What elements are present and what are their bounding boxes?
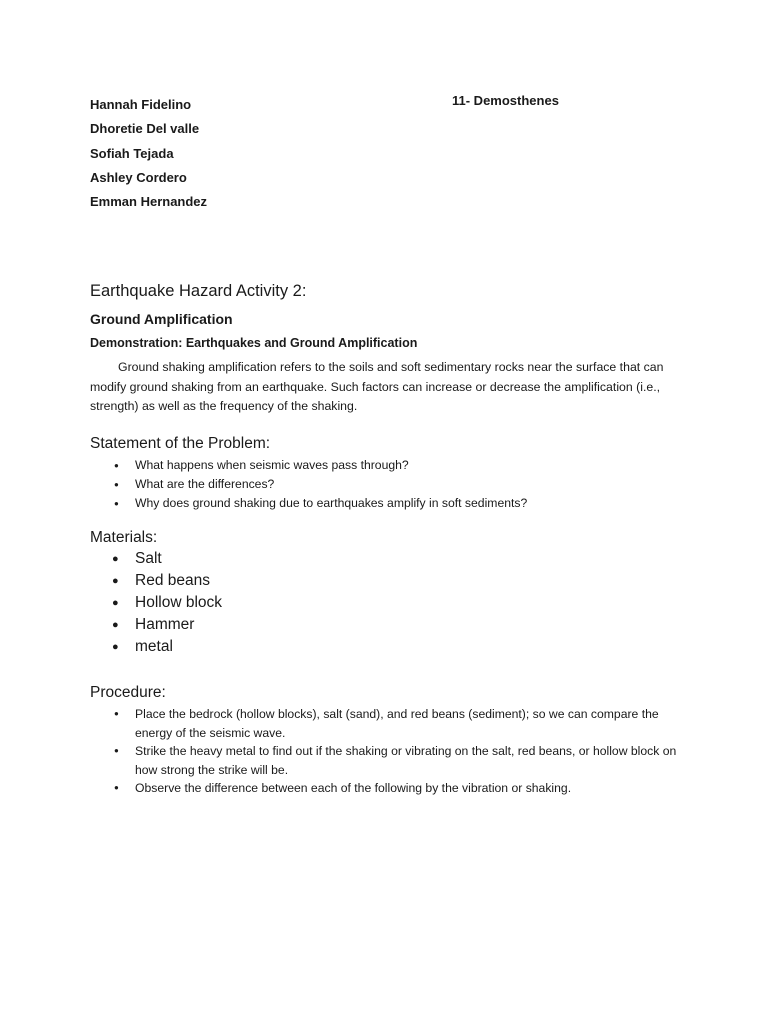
procedure-list	[90, 705, 690, 798]
list-item: ● Salt	[90, 548, 222, 570]
problem-heading: Statement of the Problem:	[90, 435, 271, 452]
activity-title: Earthquake Hazard Activity 2:	[90, 282, 307, 300]
group-member-names	[90, 93, 207, 214]
procedure-heading: Procedure:	[90, 684, 166, 701]
list-item: ● Observe the difference between each of the following by the vibration or shaking.	[90, 779, 690, 798]
member-name: Sofiah Tejada	[90, 145, 174, 161]
class-section: 11- Demosthenes	[452, 93, 559, 108]
list-item: ● Strike the heavy metal to find out if the shaking or vibrating on the salt, red beans, or hollow block on how strong the strike will be.	[90, 742, 690, 779]
demonstration-heading: Demonstration: Earthquakes and Ground Amplification	[90, 336, 418, 350]
member-name: Ashley Cordero	[90, 169, 187, 185]
intro-paragraph	[90, 358, 690, 417]
list-item: ● Red beans	[90, 570, 222, 592]
list-item: ● What happens when seismic waves pass through?	[90, 456, 527, 475]
intro-text: Ground shaking amplification refers to the soils and soft sedimentary rocks near the surface that can modify ground shaking from an earthquake. Such factors can increase or decrease the amplification (i.e., strength) as well as the frequency of the shaking.	[90, 360, 664, 413]
list-item: ● Hammer	[90, 614, 222, 636]
materials-list	[90, 548, 222, 658]
list-item: ● metal	[90, 636, 222, 658]
problem-list	[90, 456, 527, 514]
list-item: ● Place the bedrock (hollow blocks), salt (sand), and red beans (sediment); so we can compare the energy of the seismic wave.	[90, 705, 690, 742]
member-name: Hannah Fidelino	[90, 97, 192, 112]
list-item: ● Why does ground shaking due to earthquakes amplify in soft sediments?	[90, 494, 527, 513]
activity-subtitle: Ground Amplification	[90, 311, 233, 327]
member-name: Dhoretie Del valle	[90, 121, 200, 137]
member-name: Emman Hernandez	[90, 194, 208, 210]
list-item: ● What are the differences?	[90, 475, 527, 494]
materials-heading: Materials:	[90, 529, 158, 546]
list-item: ● Hollow block	[90, 592, 222, 614]
